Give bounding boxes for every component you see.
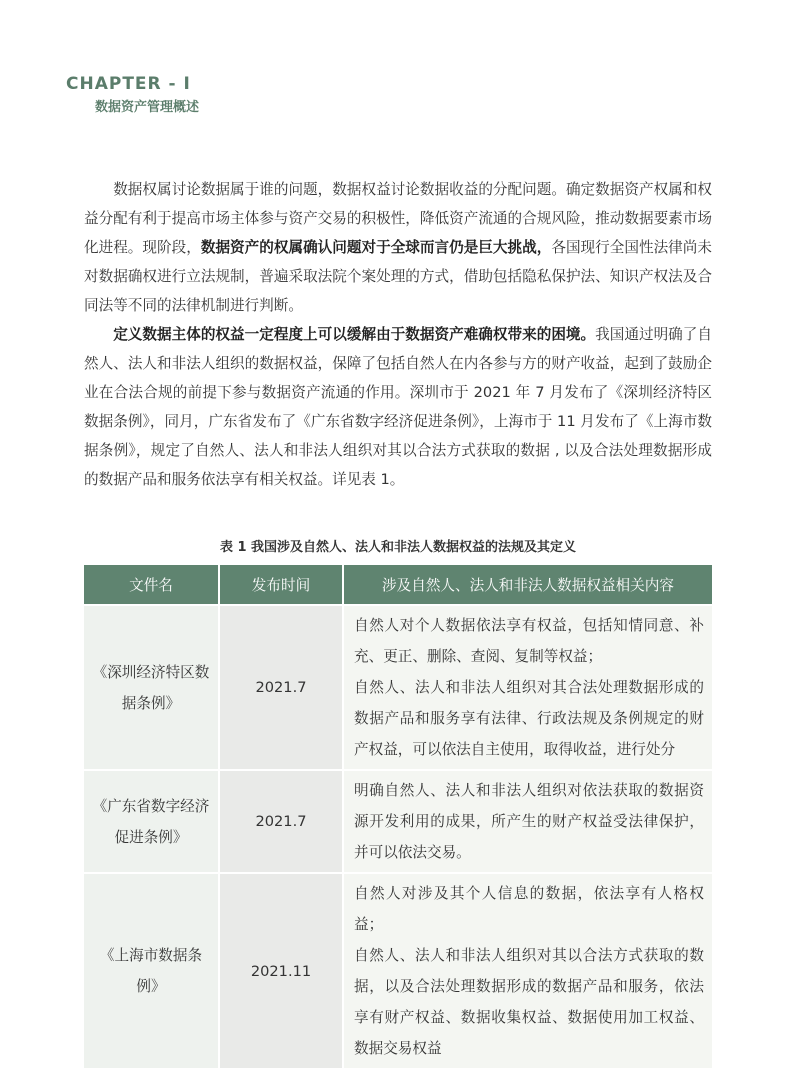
content-line: 自然人对个人数据依法享有权益，包括知情同意、补充、更正、删除、查阅、复制等权益； <box>354 617 704 665</box>
table-row <box>84 873 712 1069</box>
cell-name: 《广东省数字经济促进条例》 <box>84 770 219 873</box>
content-line: 自然人对涉及其个人信息的数据，依法享有人格权益； <box>354 885 704 933</box>
content-line: 明确自然人、法人和非法人组织对依法获取的数据资源开发利用的成果，所产生的财产权益受法律保护，并可以依法交易。 <box>354 782 704 861</box>
content-line: 自然人、法人和非法人组织对其合法处理数据形成的数据产品和服务享有法律、行政法规及条例规定的财产权益，可以依法自主使用，取得收益，进行处分 <box>354 679 704 758</box>
chapter-subtitle: 数据资产管理概述 <box>95 100 200 115</box>
cell-date: 2021.7 <box>219 770 343 873</box>
header-content: 涉及自然人、法人和非法人数据权益相关内容 <box>343 565 712 605</box>
header-file-name: 文件名 <box>84 565 219 605</box>
table-row <box>84 770 712 873</box>
paragraph <box>84 320 712 494</box>
cell-date: 2021.11 <box>219 873 343 1069</box>
text: 数据权属讨论数据属于谁的问题，数据权益讨论数据收益的分配问题。确定数据资产权属和权益分配有利于提高市场主体参与资产交易的积极性，降低资产流通的合规风险，推动数据要素市场化进程。现阶段， <box>84 181 712 256</box>
cell-name: 《深圳经济特区数据条例》 <box>84 605 219 770</box>
table-header-row <box>84 565 712 605</box>
cell-content <box>343 770 712 873</box>
paragraph <box>84 175 712 320</box>
chapter-label: CHAPTER - I <box>66 74 191 94</box>
bold-text: 数据资产的权属确认问题对于全球而言仍是巨大挑战， <box>200 239 552 256</box>
text: 我国通过明确了自然人、法人和非法人组织的数据权益，保障了包括自然人在内各参与方的财产收益，起到了鼓励企业在合法合规的前提下参与数据资产流通的作用。深圳市于 2021 年 7 月发布了《深圳经济特区数据条例》，同月，广东省发布了《广东省数字经济促进条例》，上海市于 11 月发布了《上海市数据条例》，规定了自然人、法人和非法人组织对其以合法方式获取的数据 , 以及合法处理数据形成的数据产品和服务依法享有相关权益。详见表 1。 <box>84 326 712 488</box>
bold-text: 定义数据主体的权益一定程度上可以缓解由于数据资产难确权带来的困境。 <box>113 326 596 343</box>
content-line: 自然人、法人和非法人组织对其以合法方式获取的数据，以及合法处理数据形成的数据产品和服务，依法享有财产权益、数据收集权益、数据使用加工权益、数据交易权益 <box>354 947 704 1057</box>
header-date: 发布时间 <box>219 565 343 605</box>
cell-date: 2021.7 <box>219 605 343 770</box>
cell-content <box>343 873 712 1069</box>
table-row <box>84 605 712 770</box>
body-text <box>84 175 712 494</box>
cell-content <box>343 605 712 770</box>
cell-name: 《上海市数据条例》 <box>84 873 219 1069</box>
regulations-table <box>84 565 712 1070</box>
text: 各国现行全国性法律尚未对数据确权进行立法规制，普遍采取法院个案处理的方式，借助包括隐私保护法、知识产权法及合同法等不同的法律机制进行判断。 <box>84 239 712 314</box>
table-caption: 表 1 我国涉及自然人、法人和非法人数据权益的法规及其定义 <box>219 540 577 555</box>
